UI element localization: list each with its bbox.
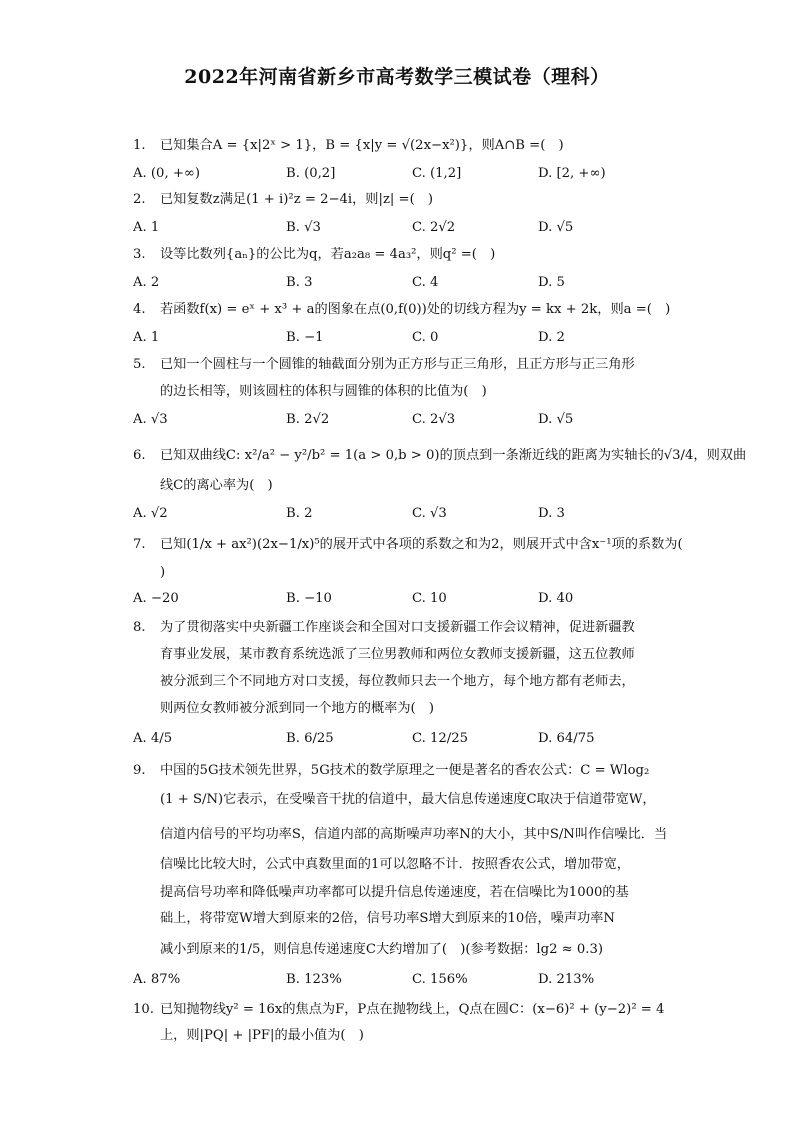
answer-option: B. 2 — [286, 506, 313, 521]
answer-option: A. 1 — [133, 220, 160, 235]
answer-option: B. (0,2] — [286, 166, 336, 181]
answer-option: B. 6/25 — [286, 731, 334, 746]
question-text-line: 则两位女教师被分派到同一个地方的概率为( ) — [160, 701, 435, 716]
answer-option: A. √3 — [133, 412, 168, 427]
exam-title: 2022年河南省新乡市高考数学三模试卷（理科） — [184, 66, 610, 88]
answer-option: C. √3 — [412, 506, 447, 521]
answer-option: D. 5 — [538, 275, 565, 290]
question-number: 3. — [133, 247, 146, 262]
question-text-line: 若函数f(x) = eˣ + x³ + a的图象在点(0,f(0))处的切线方程为y = kx + 2k，则a =( ) — [160, 302, 671, 317]
question-text-line: 线C的离心率为( ) — [160, 478, 273, 493]
answer-option: C. 10 — [412, 591, 447, 606]
question-text-line: 础上，将带宽W增大到原来的2倍，信号功率S增大到原来的10倍，噪声功率N — [160, 911, 615, 926]
question-number: 7. — [133, 537, 146, 552]
question-text-line: 中国的5G技术领先世界，5G技术的数学原理之一便是著名的香农公式：C = Wlog₂ — [160, 763, 650, 778]
question-text-line: 信道内信号的平均功率S，信道内部的高斯噪声功率N的大小，其中S/N叫作信噪比．当 — [160, 827, 668, 842]
answer-option: A. 87% — [133, 972, 181, 987]
answer-option: D. 3 — [538, 506, 565, 521]
question-text-line: 已知双曲线C: x²/a² − y²/b² = 1(a > 0,b > 0)的顶点到一条渐近线的距离为实轴长的√3/4，则双曲 — [160, 448, 747, 463]
answer-option: A. 4/5 — [133, 731, 173, 746]
question-text-line: 被分派到三个不同地方对口支援，每位教师只去一个地方，每个地方都有老师去， — [160, 674, 635, 689]
answer-option: D. 213% — [538, 972, 595, 987]
answer-option: B. −10 — [286, 591, 332, 606]
answer-option: A. √2 — [133, 506, 168, 521]
question-text-line: 上，则|PQ| + |PF|的最小值为( ) — [160, 1028, 364, 1043]
question-text-line: 减小到原来的1/5，则信息传递速度C大约增加了( )(参考数据：lg2 ≈ 0.3) — [160, 942, 604, 957]
answer-option: D. 40 — [538, 591, 574, 606]
question-text-line: 育事业发展，某市教育系统选派了三位男教师和两位女教师支援新疆，这五位教师 — [160, 647, 635, 662]
question-text-line: 已知集合A = {x|2ˣ > 1}，B = {x|y = √(2x−x²)}，则A∩B =( ) — [160, 138, 564, 153]
question-text-line: 已知抛物线y² = 16x的焦点为F，P点在抛物线上，Q点在圆C：(x−6)² + (y−2)² = 4 — [160, 1002, 665, 1017]
question-number: 8. — [133, 620, 146, 635]
answer-option: D. [2, +∞) — [538, 166, 606, 181]
question-number: 5. — [133, 357, 146, 372]
question-number: 2. — [133, 192, 146, 207]
question-text-line: 提高信号功率和降低噪声功率都可以提升信息传递速度，若在信噪比为1000的基 — [160, 885, 629, 900]
answer-option: B. −1 — [286, 330, 324, 345]
question-text-line: ) — [160, 565, 166, 580]
question-number: 9. — [133, 763, 146, 778]
answer-option: C. 156% — [412, 972, 468, 987]
question-number: 4. — [133, 302, 146, 317]
question-text-line: 已知一个圆柱与一个圆锥的轴截面分别为正方形与正三角形，且正方形与正三角形 — [160, 357, 635, 372]
question-text-line: 已知复数z满足(1 + i)²z = 2−4i，则|z| =( ) — [160, 192, 434, 207]
answer-option: D. √5 — [538, 412, 574, 427]
question-number: 6. — [133, 448, 146, 463]
answer-option: D. 2 — [538, 330, 565, 345]
question-text-line: (1 + S/N)它表示，在受噪音干扰的信道中，最大信息传递速度C取决于信道带宽W， — [160, 792, 656, 807]
answer-option: D. √5 — [538, 220, 574, 235]
answer-option: C. 0 — [412, 330, 439, 345]
question-text-line: 设等比数列{aₙ}的公比为q，若a₂a₈ = 4a₃²，则q² =( ) — [160, 247, 496, 262]
question-text-line: 已知(1/x + ax²)(2x−1/x)⁵的展开式中各项的系数之和为2，则展开式中含x⁻¹项的系数为( — [160, 537, 683, 552]
answer-option: B. 3 — [286, 275, 313, 290]
answer-option: C. 2√2 — [412, 220, 456, 235]
question-text-line: 信噪比比较大时，公式中真数里面的1可以忽略不计．按照香农公式，增加带宽， — [160, 857, 630, 872]
answer-option: B. 2√2 — [286, 412, 330, 427]
answer-option: D. 64/75 — [538, 731, 595, 746]
answer-option: A. 1 — [133, 330, 160, 345]
question-text-line: 的边长相等，则该圆柱的体积与圆锥的体积的比值为( ) — [160, 384, 487, 399]
answer-option: C. 12/25 — [412, 731, 469, 746]
answer-option: A. 2 — [133, 275, 160, 290]
answer-option: A. −20 — [133, 591, 179, 606]
question-text-line: 为了贯彻落实中央新疆工作座谈会和全国对口支援新疆工作会议精神，促进新疆教 — [160, 620, 635, 635]
question-number: 1. — [133, 138, 146, 153]
answer-option: A. (0, +∞) — [133, 166, 201, 181]
answer-option: C. 2√3 — [412, 412, 456, 427]
answer-option: B. √3 — [286, 220, 321, 235]
answer-option: B. 123% — [286, 972, 342, 987]
answer-option: C. 4 — [412, 275, 439, 290]
question-number: 10. — [133, 1002, 154, 1017]
answer-option: C. (1,2] — [412, 166, 462, 181]
